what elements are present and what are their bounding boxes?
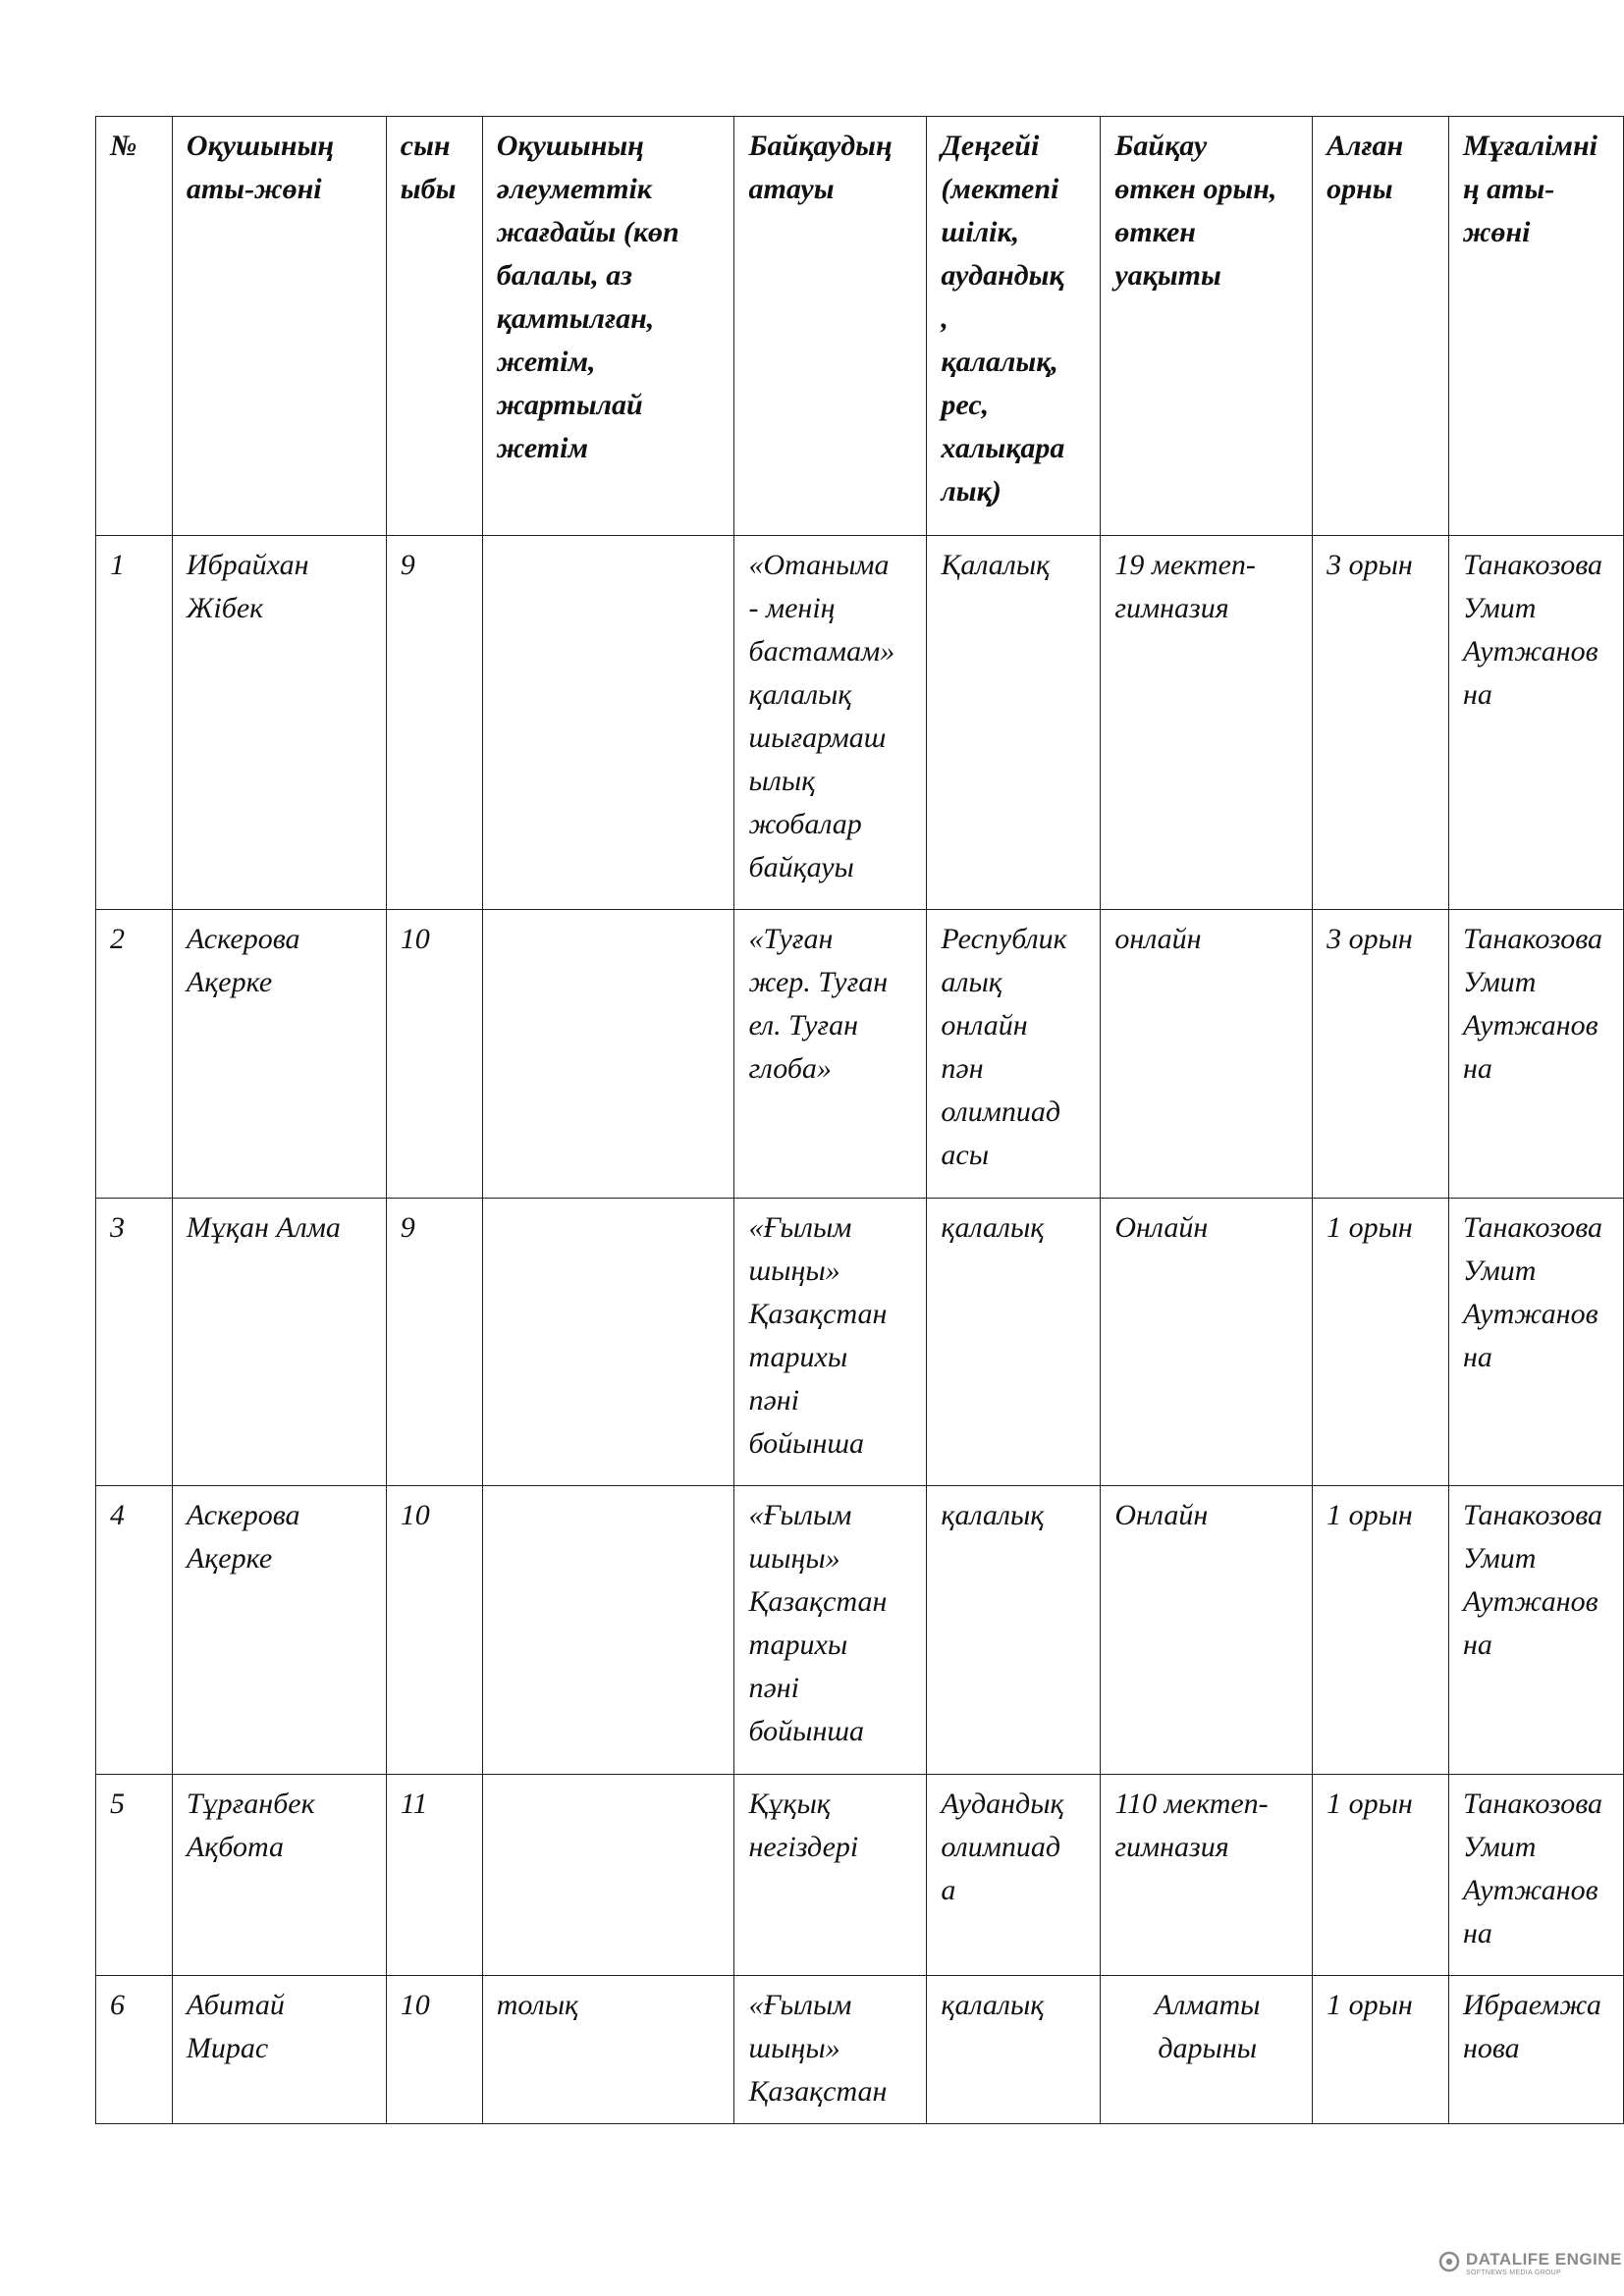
cell-grade xyxy=(386,910,482,1199)
cell-text-line: «Ғылым xyxy=(748,1211,852,1244)
cell-text-line: қамтылған, xyxy=(496,302,655,335)
cell-text-line: Аутжанов xyxy=(1462,635,1598,667)
cell-level xyxy=(927,536,1101,910)
cell-text-line: Танакозова xyxy=(1462,1499,1603,1531)
cell-text-line: Умит xyxy=(1462,966,1537,998)
cell-text-line: Алған xyxy=(1326,130,1404,162)
cell-text-line: байқауы xyxy=(748,851,854,883)
cell-text-line: Байқаудың xyxy=(748,130,893,162)
cell-text-line: Ибрайхан xyxy=(186,549,309,581)
cell-text-line: Қазақстан xyxy=(748,1585,888,1618)
cell-text-line: 10 xyxy=(400,923,430,955)
cell-place xyxy=(1313,910,1449,1199)
cell-text-line: на xyxy=(1462,1052,1492,1085)
cell-venue-date xyxy=(1101,1976,1313,2124)
cell-text-line: Жібек xyxy=(186,592,264,624)
cell-text-line: қалалық xyxy=(941,1989,1045,2021)
cell-social-status xyxy=(482,910,734,1199)
cell-text-line: олимпиад xyxy=(941,1831,1061,1863)
cell-grade xyxy=(386,536,482,910)
cell-text-line: шыңы» xyxy=(748,1542,840,1575)
cell-text-line: Умит xyxy=(1462,592,1537,624)
cell-text-line: өткен xyxy=(1114,216,1196,248)
cell-number xyxy=(96,1775,173,1976)
cell-text-line: Оқушының xyxy=(496,130,644,162)
cell-text-line: Ибраемжа xyxy=(1462,1989,1601,2021)
cell-text-line: жөні xyxy=(1462,216,1531,248)
cell-contest-name xyxy=(734,1976,927,2124)
cell-text-line: қалалық, xyxy=(941,346,1058,378)
cell-teacher-name xyxy=(1448,536,1623,910)
cell-student-name xyxy=(172,1775,386,1976)
cell-grade xyxy=(386,1199,482,1486)
cell-teacher-name xyxy=(1448,1199,1623,1486)
cell-text-line: онлайн xyxy=(1114,923,1202,955)
cell-text-line: Ақерке xyxy=(186,966,273,998)
cell-text-line: ң аты- xyxy=(1462,173,1555,205)
cell-text-line: Байқау xyxy=(1114,130,1208,162)
cell-text-line: бойынша xyxy=(748,1715,865,1747)
cell-text-line: 2 xyxy=(110,923,125,955)
cell-text-line: глоба» xyxy=(748,1052,832,1085)
cell-text-line: «Отаныма xyxy=(748,549,890,581)
cell-text-line: қалалық xyxy=(748,678,852,711)
cell-teacher-name xyxy=(1448,1486,1623,1775)
cell-level xyxy=(927,910,1101,1199)
header-level xyxy=(927,117,1101,536)
cell-text-line: «Ғылым xyxy=(748,1499,852,1531)
cell-social-status xyxy=(482,1486,734,1775)
cell-number xyxy=(96,536,173,910)
cell-text-line: 10 xyxy=(400,1989,430,2021)
cell-text-line: 1 орын xyxy=(1326,1499,1413,1531)
cell-place xyxy=(1313,1199,1449,1486)
cell-text-line: Умит xyxy=(1462,1542,1537,1575)
header-teacher-name xyxy=(1448,117,1623,536)
cell-text-line: Танакозова xyxy=(1462,923,1603,955)
table-row xyxy=(96,910,1624,1199)
cell-text-line: Умит xyxy=(1462,1831,1537,1863)
cell-text-line: «Туған xyxy=(748,923,834,955)
cell-place xyxy=(1313,1775,1449,1976)
cell-text-line: Аскерова xyxy=(186,923,300,955)
cell-text-line: Онлайн xyxy=(1114,1499,1209,1531)
cell-venue-date xyxy=(1101,910,1313,1199)
cell-text-line: бастамам» xyxy=(748,635,895,667)
cell-text-line: балалы, аз xyxy=(496,259,632,292)
cell-venue-date xyxy=(1101,1775,1313,1976)
cell-teacher-name xyxy=(1448,1775,1623,1976)
header-contest-name xyxy=(734,117,927,536)
cell-text-line: өткен орын, xyxy=(1114,173,1277,205)
cell-text-line: Танакозова xyxy=(1462,1788,1603,1820)
cell-text-line: шыңы» xyxy=(748,2032,840,2064)
cell-text-line: Умит xyxy=(1462,1255,1537,1287)
cell-text-line: Танакозова xyxy=(1462,549,1603,581)
cell-level xyxy=(927,1486,1101,1775)
cell-text-line: бойынша xyxy=(748,1427,865,1460)
cell-text-line: 6 xyxy=(110,1989,125,2021)
cell-contest-name xyxy=(734,1199,927,1486)
cell-text-line: шығармаш xyxy=(748,721,887,754)
cell-text-line: Онлайн xyxy=(1114,1211,1209,1244)
cell-text-line: сын xyxy=(400,130,451,162)
cell-student-name xyxy=(172,1199,386,1486)
cell-text-line: (мектепі xyxy=(941,173,1059,205)
cell-level xyxy=(927,1775,1101,1976)
cell-text-line: 3 xyxy=(110,1211,125,1244)
cell-teacher-name xyxy=(1448,1976,1623,2124)
cell-text-line: лық) xyxy=(941,475,1001,507)
cell-text-line: орны xyxy=(1326,173,1393,205)
header-number xyxy=(96,117,173,536)
cell-text-line: нова xyxy=(1462,2032,1520,2064)
cell-text-line: на xyxy=(1462,678,1492,711)
cell-text-line: Республик xyxy=(941,923,1067,955)
cell-grade xyxy=(386,1976,482,2124)
cell-text-line: ыбы xyxy=(400,173,457,205)
cell-text-line: Мұғалімні xyxy=(1462,130,1597,162)
cell-level xyxy=(927,1976,1101,2124)
cell-text-line: ылық xyxy=(748,765,816,797)
cell-text-line: Аскерова xyxy=(186,1499,300,1531)
cell-text-line: 1 орын xyxy=(1326,1788,1413,1820)
cell-text-line: халықара xyxy=(941,432,1065,464)
cell-student-name xyxy=(172,910,386,1199)
cell-text-line: Қалалық xyxy=(941,549,1051,581)
cell-text-line: тарихы xyxy=(748,1341,848,1373)
cell-text-line: гимназия xyxy=(1114,1831,1229,1863)
cell-text-line: пәні xyxy=(748,1384,800,1416)
cell-text-line: жетім xyxy=(496,432,589,464)
awards-table xyxy=(95,116,1624,2124)
cell-text-line: дарыны xyxy=(1158,2032,1258,2064)
cell-text-line: Мұқан Алма xyxy=(186,1211,341,1244)
cell-text-line: Абитай xyxy=(186,1989,285,2021)
cell-text-line: аудандық xyxy=(941,259,1064,292)
table-header-row xyxy=(96,117,1624,536)
cell-venue-date xyxy=(1101,536,1313,910)
cell-text-line: шілік, xyxy=(941,216,1020,248)
cell-text-line: ел. Туған xyxy=(748,1009,859,1041)
table-row xyxy=(96,1486,1624,1775)
cell-text-line: на xyxy=(1462,1917,1492,1949)
table-row xyxy=(96,1199,1624,1486)
cell-text-line: уақыты xyxy=(1114,259,1221,292)
cell-venue-date xyxy=(1101,1199,1313,1486)
cell-text-line: Аутжанов xyxy=(1462,1585,1598,1618)
cell-text-line: пән xyxy=(941,1052,984,1085)
cell-text-line: жобалар xyxy=(748,808,862,840)
cell-text-line: Құқық xyxy=(748,1788,831,1820)
cell-text-line: 19 мектеп- xyxy=(1114,549,1256,581)
cell-text-line: Деңгейі xyxy=(941,130,1040,162)
cell-social-status xyxy=(482,1775,734,1976)
cell-text-line: , xyxy=(941,302,948,335)
cell-text-line: Аутжанов xyxy=(1462,1874,1598,1906)
cell-venue-date xyxy=(1101,1486,1313,1775)
cell-student-name xyxy=(172,1486,386,1775)
cell-contest-name xyxy=(734,910,927,1199)
cell-student-name xyxy=(172,536,386,910)
cell-text-line: Аутжанов xyxy=(1462,1009,1598,1041)
cell-text-line: шыңы» xyxy=(748,1255,840,1287)
cell-text-line: толық xyxy=(496,1989,579,2021)
cell-text-line: 4 xyxy=(110,1499,125,1531)
cell-place xyxy=(1313,536,1449,910)
table-row xyxy=(96,1976,1624,2124)
cell-contest-name xyxy=(734,536,927,910)
cell-text-line: Қазақстан xyxy=(748,1298,888,1330)
cell-text-line: Қазақстан xyxy=(748,2075,888,2108)
cell-text-line: Тұрғанбек xyxy=(186,1788,315,1820)
cell-level xyxy=(927,1199,1101,1486)
cell-text-line: Ақерке xyxy=(186,1542,273,1575)
cell-text-line: онлайн xyxy=(941,1009,1028,1041)
cell-grade xyxy=(386,1486,482,1775)
cell-social-status xyxy=(482,1199,734,1486)
cell-text-line: аты-жөні xyxy=(186,173,322,205)
cell-text-line: Танакозова xyxy=(1462,1211,1603,1244)
cell-text-line: на xyxy=(1462,1341,1492,1373)
cell-text-line: асы xyxy=(941,1139,990,1171)
cell-text-line: атауы xyxy=(748,173,835,205)
cell-text-line: гимназия xyxy=(1114,592,1229,624)
table-row xyxy=(96,1775,1624,1976)
cell-text-line: рес, xyxy=(941,389,990,421)
cell-text-line: 1 орын xyxy=(1326,1211,1413,1244)
cell-text-line: 9 xyxy=(400,1211,415,1244)
cell-text-line: - менің xyxy=(748,592,836,624)
cell-text-line: на xyxy=(1462,1629,1492,1661)
datalife-logo-icon xyxy=(1438,2251,1460,2277)
header-venue-date xyxy=(1101,117,1313,536)
watermark-title: DATALIFE ENGINE xyxy=(1466,2250,1622,2269)
cell-text-line: 5 xyxy=(110,1788,125,1820)
cell-text-line: 11 xyxy=(400,1788,428,1820)
cell-text-line: әлеуметтік xyxy=(496,173,652,205)
cell-text-line: жетім, xyxy=(496,346,596,378)
cell-contest-name xyxy=(734,1775,927,1976)
header-social-status xyxy=(482,117,734,536)
cell-text-line: жер. Туған xyxy=(748,966,889,998)
cell-text-line: 3 орын xyxy=(1326,923,1413,955)
cell-social-status xyxy=(482,1976,734,2124)
table-row xyxy=(96,536,1624,910)
header-grade xyxy=(386,117,482,536)
cell-grade xyxy=(386,1775,482,1976)
cell-text-line: пәні xyxy=(748,1672,800,1704)
cell-number xyxy=(96,910,173,1199)
cell-text-line: 110 мектеп- xyxy=(1114,1788,1269,1820)
cell-text-line: Оқушының xyxy=(186,130,335,162)
cell-text-line: 3 орын xyxy=(1326,549,1413,581)
cell-number xyxy=(96,1199,173,1486)
cell-text-line: 9 xyxy=(400,549,415,581)
cell-text-line: Аудандық xyxy=(941,1788,1064,1820)
datalife-engine-watermark xyxy=(1438,2251,1622,2277)
cell-text-line: негіздері xyxy=(748,1831,859,1863)
cell-place xyxy=(1313,1486,1449,1775)
cell-text-line: алық xyxy=(941,966,1002,998)
cell-teacher-name xyxy=(1448,910,1623,1199)
cell-student-name xyxy=(172,1976,386,2124)
watermark-subtitle: SOFTNEWS MEDIA GROUP xyxy=(1466,2269,1562,2276)
cell-text-line: олимпиад xyxy=(941,1095,1061,1128)
cell-contest-name xyxy=(734,1486,927,1775)
cell-place xyxy=(1313,1976,1449,2124)
cell-text-line: жартылай xyxy=(496,389,643,421)
cell-text-line: қалалық xyxy=(941,1499,1045,1531)
cell-text-line: 1 орын xyxy=(1326,1989,1413,2021)
cell-text-line: Ақбота xyxy=(186,1831,285,1863)
cell-text-line: қалалық xyxy=(941,1211,1045,1244)
cell-text-line: Аутжанов xyxy=(1462,1298,1598,1330)
cell-text-line: Алматы xyxy=(1154,1989,1261,2021)
cell-text-line: 1 xyxy=(110,549,125,581)
header-place xyxy=(1313,117,1449,536)
cell-text-line: Мирас xyxy=(186,2032,269,2064)
cell-text-line: 10 xyxy=(400,1499,430,1531)
cell-text-line: «Ғылым xyxy=(748,1989,852,2021)
cell-social-status xyxy=(482,536,734,910)
cell-number xyxy=(96,1976,173,2124)
cell-text-line: жағдайы (көп xyxy=(496,216,679,248)
cell-number xyxy=(96,1486,173,1775)
cell-text-line: тарихы xyxy=(748,1629,848,1661)
header-student-name xyxy=(172,117,386,536)
cell-text-line: № xyxy=(110,130,137,162)
cell-text-line: а xyxy=(941,1874,956,1906)
